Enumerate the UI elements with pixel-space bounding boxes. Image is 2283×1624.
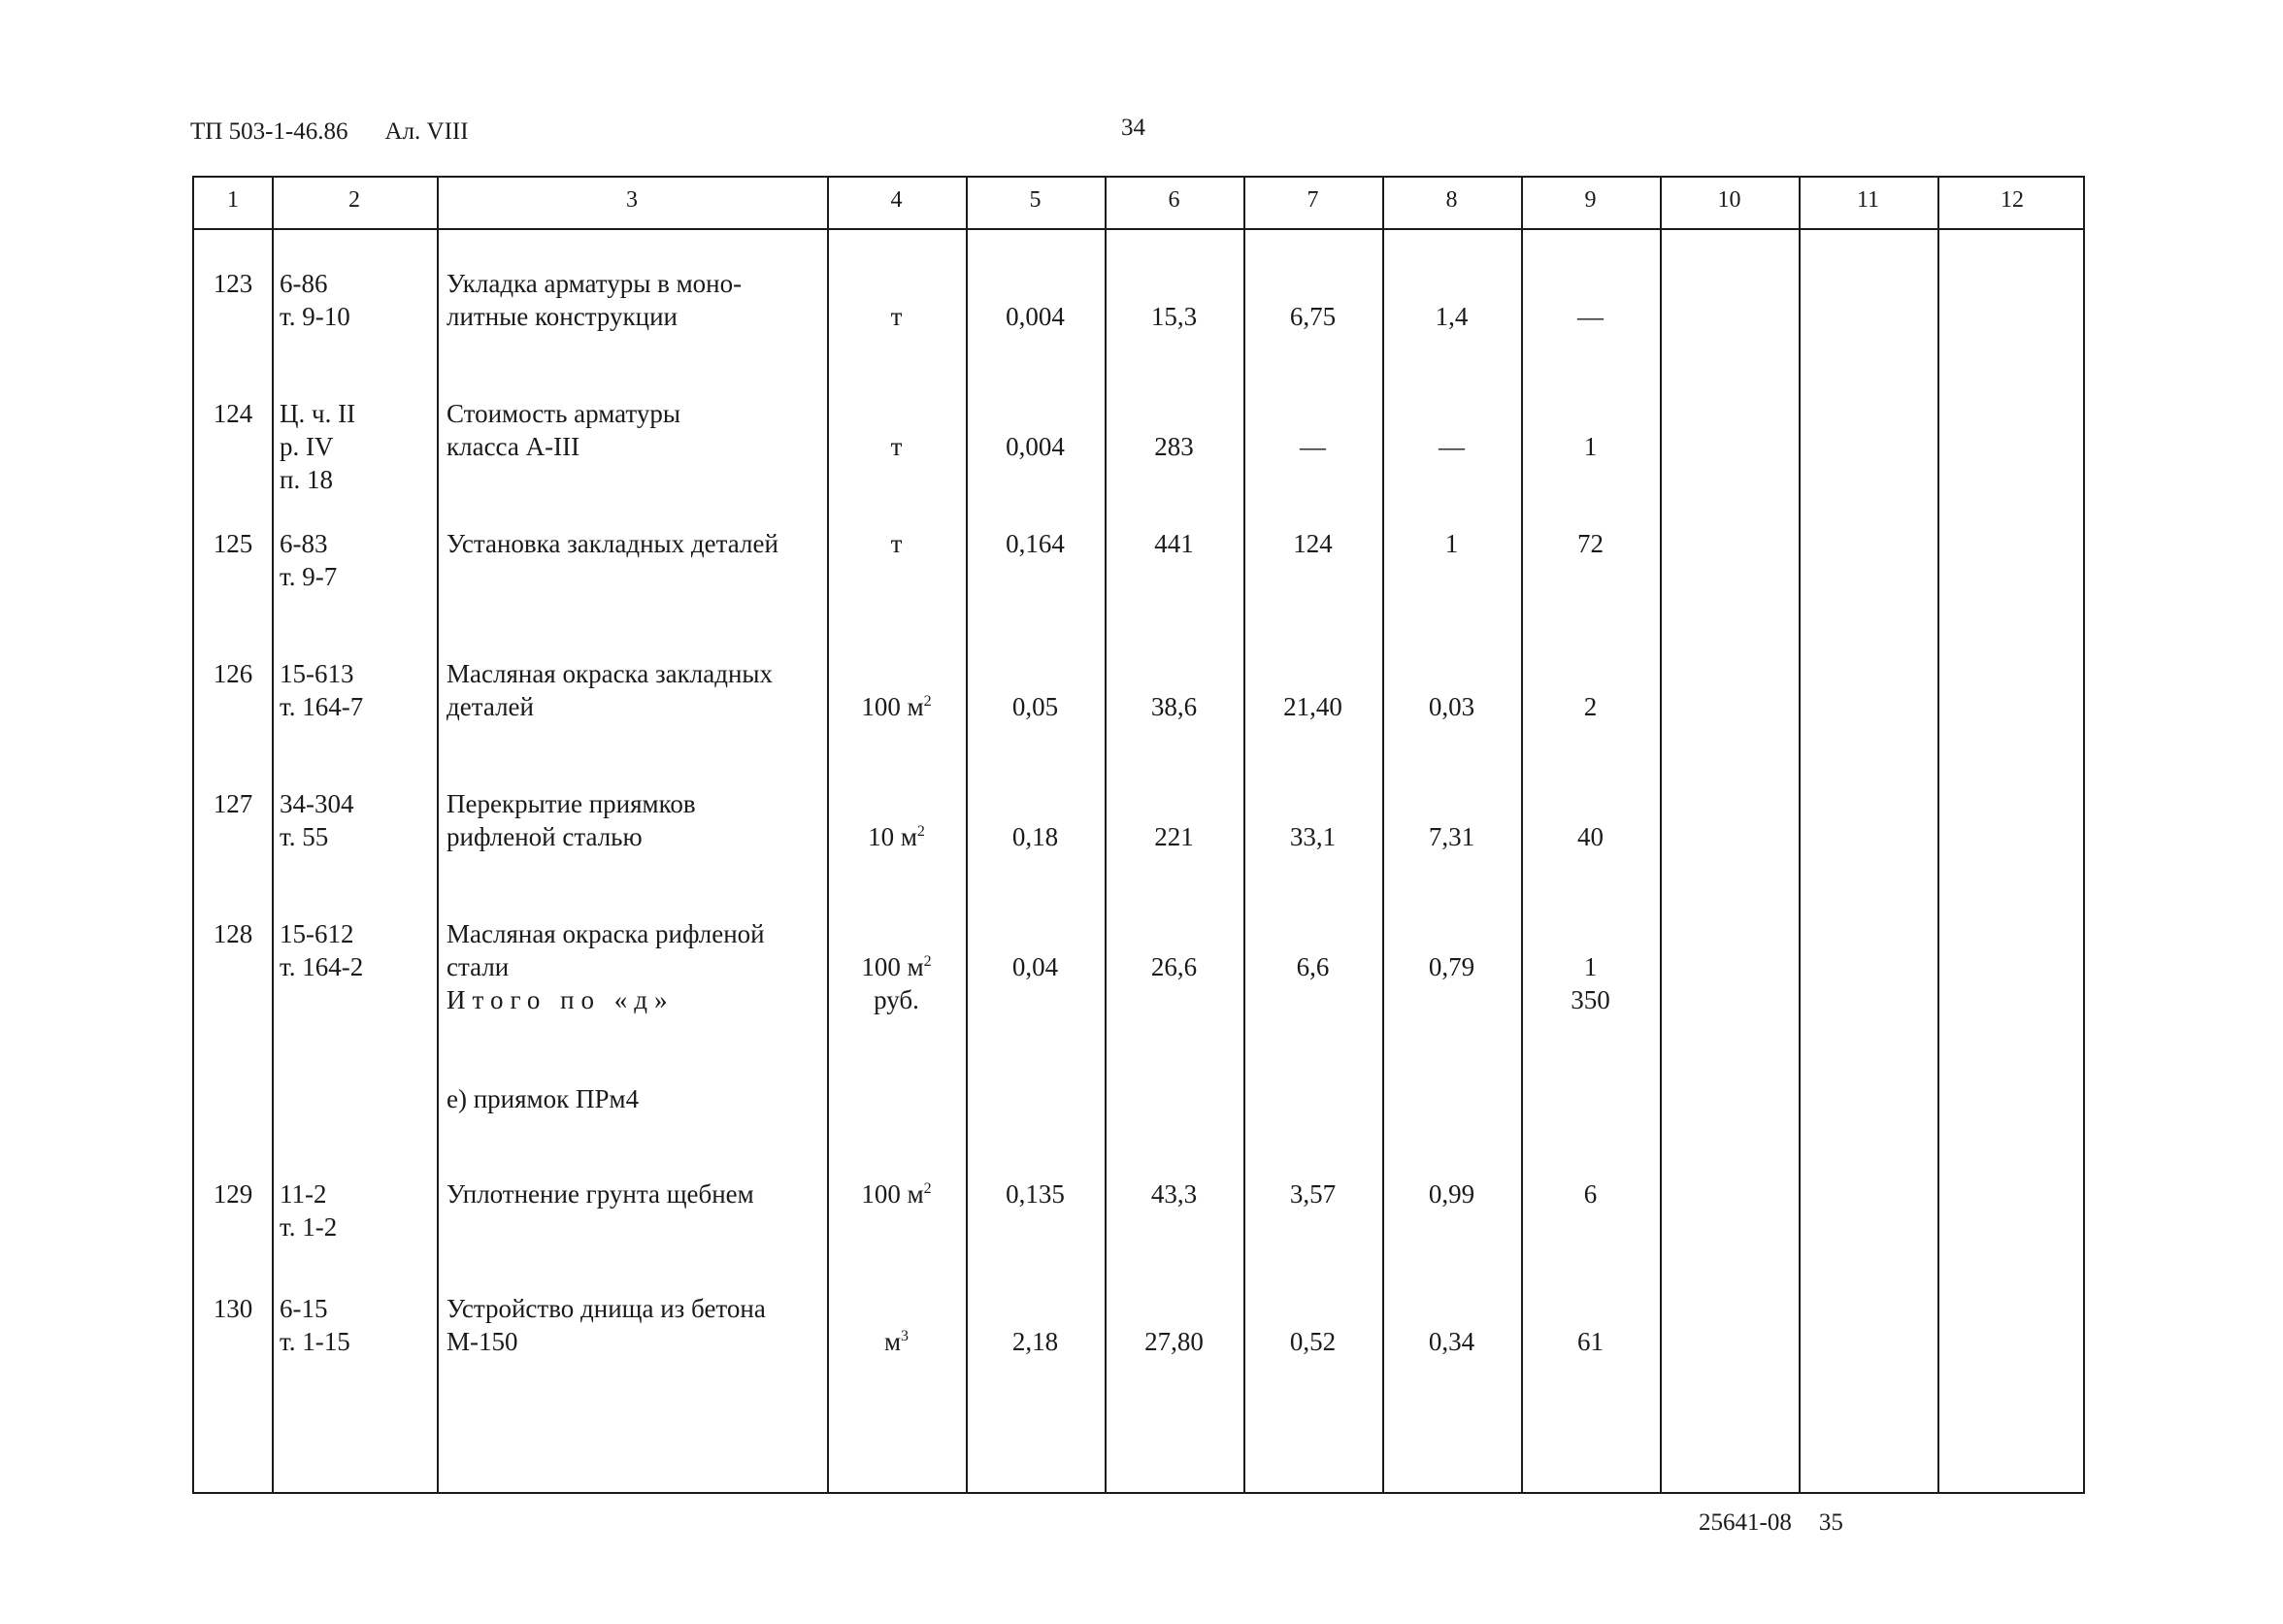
value-column-6: 15,3 <box>1150 302 1198 331</box>
row-number: 128 <box>213 919 253 948</box>
value-column-9: 1 <box>1583 432 1598 461</box>
value-column-8: 0,03 <box>1428 692 1475 721</box>
value-column-6: 27,80 <box>1144 1327 1204 1356</box>
work-description: Уплотнение грунта щебнем <box>447 1179 754 1209</box>
column-divider <box>1799 178 1801 1492</box>
value-column-6: 26,6 <box>1150 952 1198 981</box>
unit-of-measure: 100 $м^2$ <box>861 692 932 721</box>
column-header-6: 6 <box>1168 187 1180 213</box>
column-divider <box>1660 178 1662 1492</box>
work-description: Установка закладных деталей <box>447 529 778 558</box>
value-column-6: 283 <box>1154 432 1194 461</box>
value-column-9: 61 <box>1577 1327 1604 1356</box>
album-label: Ал. VIII <box>384 118 469 145</box>
value-column-9: 1 <box>1583 952 1598 981</box>
value-column-8: 7,31 <box>1428 822 1475 851</box>
footer-page-number: 35 <box>1818 1509 1843 1536</box>
value-column-8: 1,4 <box>1435 302 1469 331</box>
row-number: 129 <box>213 1179 253 1209</box>
unit-of-measure: т <box>890 432 903 461</box>
value-column-9: 6 <box>1583 1179 1598 1209</box>
norm-reference: 11-2 т. 1-2 <box>280 1179 338 1242</box>
document-code-header <box>190 118 469 146</box>
column-divider <box>1937 178 1939 1492</box>
norm-reference: 6-83 т. 9-7 <box>280 529 338 591</box>
value-column-7: — <box>1300 432 1326 461</box>
footer <box>1699 1509 1843 1537</box>
norm-reference: 15-613 т. 164-7 <box>280 659 364 721</box>
value-column-9: 72 <box>1577 529 1604 558</box>
value-column-5: 0,04 <box>1011 952 1059 981</box>
value-column-7: 6,6 <box>1296 952 1330 981</box>
value-column-5: 0,18 <box>1011 822 1059 851</box>
column-header-1: 1 <box>227 187 239 213</box>
column-header-5: 5 <box>1029 187 1042 213</box>
value-column-9: — <box>1577 302 1604 331</box>
value-column-5: 0,05 <box>1011 692 1059 721</box>
unit-of-measure: руб. <box>874 985 919 1014</box>
column-header-2: 2 <box>348 187 360 213</box>
value-column-8: 0,34 <box>1428 1327 1475 1356</box>
row-number: 126 <box>213 659 253 688</box>
value-column-7: 124 <box>1293 529 1333 558</box>
value-column-7: 21,40 <box>1283 692 1342 721</box>
column-divider <box>437 178 439 1492</box>
column-divider <box>272 178 274 1492</box>
column-header-11: 11 <box>1856 187 1880 213</box>
value-column-7: 33,1 <box>1289 822 1337 851</box>
value-column-8: 0,99 <box>1428 1179 1475 1209</box>
row-number: 127 <box>213 789 253 818</box>
unit-of-measure: т <box>890 302 903 331</box>
value-column-5: 2,18 <box>1011 1327 1059 1356</box>
work-description: Масляная окраска закладных деталей <box>447 659 774 721</box>
norm-reference: 6-15 т. 1-15 <box>280 1294 350 1356</box>
value-column-8: 0,79 <box>1428 952 1475 981</box>
column-header-4: 4 <box>890 187 903 213</box>
value-column-9: 40 <box>1577 822 1604 851</box>
value-column-6: 43,3 <box>1150 1179 1198 1209</box>
footer-doc-number: 25641-08 <box>1699 1509 1792 1536</box>
doc-code: ТП 503-1-46.86 <box>190 118 348 145</box>
norm-reference: 15-612 т. 164-2 <box>280 919 364 981</box>
column-header-12: 12 <box>2001 187 2024 213</box>
work-description: Устройство днища из бетона М-150 <box>447 1294 766 1356</box>
value-column-5: 0,135 <box>1006 1179 1065 1209</box>
subtotal-label: Итого по «д» <box>447 985 675 1014</box>
column-header-9: 9 <box>1584 187 1597 213</box>
row-number: 125 <box>213 529 253 558</box>
work-description: Стоимость арматуры класса А-III <box>447 399 680 461</box>
column-header-7: 7 <box>1307 187 1319 213</box>
work-description: Перекрытие приямков рифленой сталью <box>447 789 696 851</box>
value-column-5: 0,004 <box>1006 302 1065 331</box>
value-column-8: — <box>1439 432 1465 461</box>
work-description: Масляная окраска рифленой стали <box>447 919 765 981</box>
value-column-7: 6,75 <box>1289 302 1337 331</box>
value-column-6: 221 <box>1154 822 1194 851</box>
unit-of-measure: 100 $м^2$ <box>861 952 932 981</box>
value-column-8: 1 <box>1444 529 1459 558</box>
estimate-table <box>192 176 2085 1494</box>
work-description: е) приямок ПРм4 <box>447 1084 640 1113</box>
value-column-7: 3,57 <box>1289 1179 1337 1209</box>
unit-of-measure: т <box>890 529 903 558</box>
value-column-9: 350 <box>1571 985 1610 1014</box>
value-column-5: 0,004 <box>1006 432 1065 461</box>
value-column-9: 2 <box>1583 692 1598 721</box>
work-description: Укладка арматуры в моно- литные конструкции <box>447 269 743 331</box>
norm-reference: Ц. ч. II р. IV п. 18 <box>280 399 356 494</box>
value-column-7: 0,52 <box>1289 1327 1337 1356</box>
column-header-10: 10 <box>1717 187 1741 213</box>
row-number: 130 <box>213 1294 253 1323</box>
value-column-6: 441 <box>1154 529 1194 558</box>
unit-of-measure: 100 $м^2$ <box>861 1179 932 1209</box>
column-header-8: 8 <box>1445 187 1458 213</box>
unit-of-measure: 10 $м^2$ <box>868 822 925 851</box>
value-column-6: 38,6 <box>1150 692 1198 721</box>
column-header-3: 3 <box>626 187 638 213</box>
norm-reference: 34-304 т. 55 <box>280 789 354 851</box>
unit-of-measure: $м^3$ <box>883 1327 910 1356</box>
norm-reference: 6-86 т. 9-10 <box>280 269 350 331</box>
row-number: 123 <box>213 269 253 298</box>
value-column-5: 0,164 <box>1006 529 1065 558</box>
page-number: 34 <box>1121 115 1145 141</box>
row-number: 124 <box>213 399 253 428</box>
